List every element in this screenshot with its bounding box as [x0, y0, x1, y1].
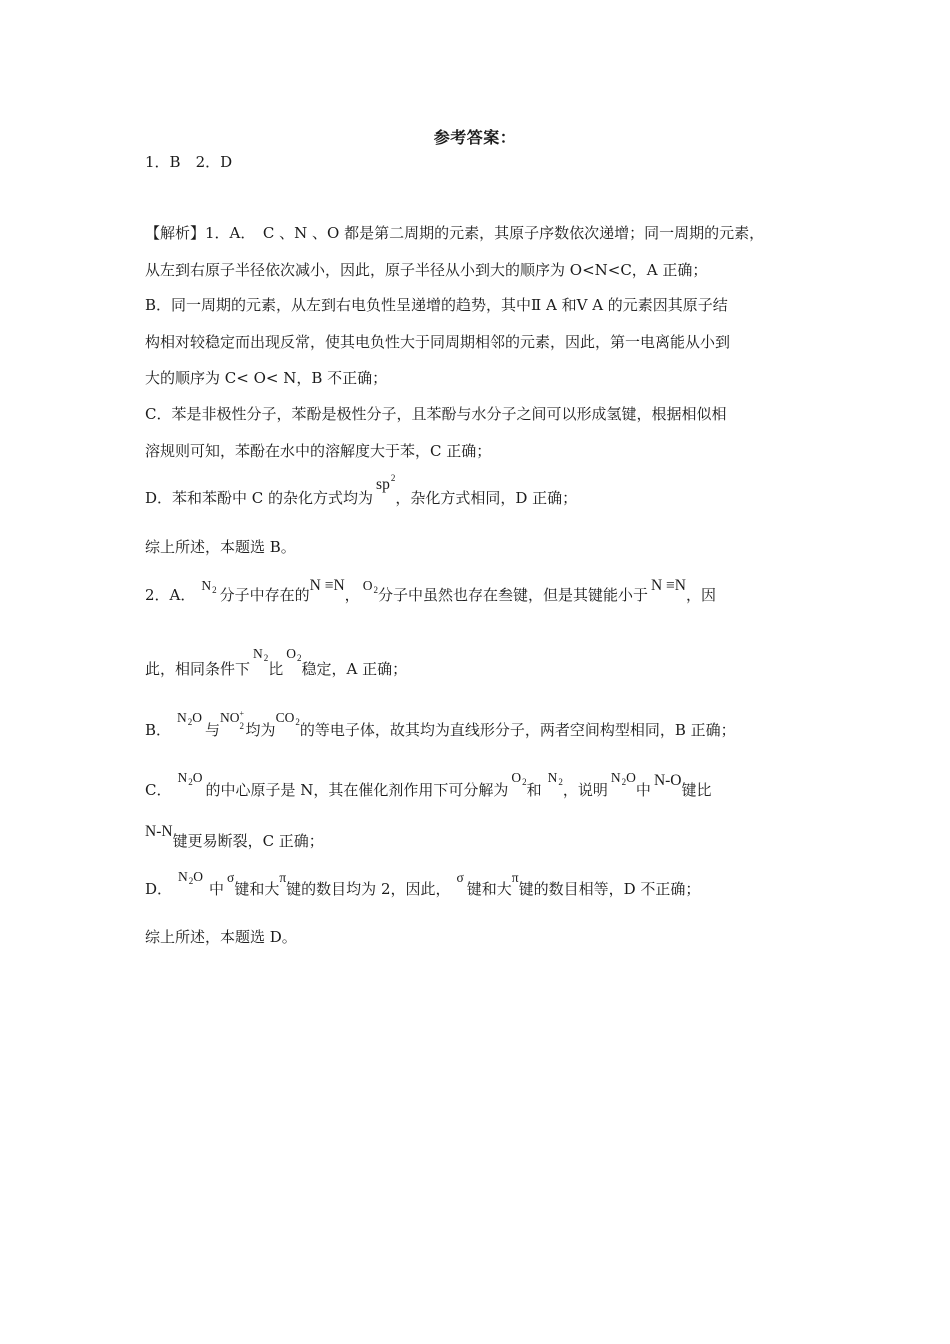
- n2-formula: $N_2$: [201, 578, 217, 595]
- sp2-formula: $sp^2$: [376, 473, 396, 493]
- q1-analysis-line5: 大的顺序为 C< O< N，B 不正确；: [145, 369, 388, 387]
- n-o-bond: N-O: [653, 772, 682, 789]
- co2-formula: $CO_2$: [275, 710, 300, 727]
- n-triple-bond: N ≡N: [650, 577, 686, 594]
- answer-key: 1．B 2．D: [145, 153, 233, 171]
- q1-analysis-line2: 从左到右原子半径依次减小，因此，原子半径从小到大的顺序为 O<N<C，A 正确；: [145, 261, 708, 279]
- q2-option-c-line1: C．$N_2O$的中心原子是 N，其在催化剂作用下可分解为$O_2$和$N_2$，说明$N_2O$中N-O键比: [145, 778, 712, 804]
- n2-formula: $N_2$: [253, 646, 269, 663]
- n-n-bond: N-N: [145, 823, 173, 840]
- n2o-formula: $N_2O$: [177, 770, 203, 787]
- o2-formula: $O_2$: [286, 646, 302, 663]
- q1-summary: 综上所述，本题选 B。: [145, 538, 296, 556]
- no2-plus-formula: NO + 2: [220, 709, 245, 731]
- sigma-symbol: σ: [456, 870, 464, 885]
- n2-formula: $N_2$: [547, 770, 563, 787]
- q1-analysis-line3: B．同一周期的元素，从左到右电负性呈递增的趋势，其中Ⅱ A 和Ⅴ A 的元素因其原子结: [145, 296, 728, 314]
- q2-option-c-line2: N-N键更易断裂，C 正确；: [145, 829, 324, 854]
- n2o-formula: $N_2O$: [178, 869, 204, 886]
- sigma-symbol: σ: [227, 870, 235, 885]
- page-title: 参考答案：: [433, 128, 517, 147]
- o2-formula: $O_2$: [511, 770, 527, 787]
- n2o-formula: $N_2O$: [610, 770, 636, 787]
- q2-summary: 综上所述，本题选 D。: [145, 928, 297, 946]
- q1-d-text: D．苯和苯酚中 C 的杂化方式均为: [145, 489, 374, 507]
- pi-symbol: π: [279, 870, 287, 885]
- q1-d-text-end: ，杂化方式相同，D 正确；: [395, 489, 578, 507]
- q2-option-d-line: D．$N_2O$中σ键和大π键的数目均为 2，因此，σ键和大π键的数目相等，D 不正确；: [145, 877, 700, 903]
- q2-option-a-line2: 此，相同条件下$N_2$比$O_2$稳定，A 正确；: [145, 657, 407, 683]
- q2-option-a-line1: 2．A．$N_2$ 分子中存在的N ≡N，$O_2$分子中虽然也存在叁键，但是其键能小于N ≡N，因: [145, 583, 716, 609]
- q2-option-b-line: B．$N_2O$与NO + 2 均为$CO_2$的等电子体，故其均为直线形分子，两者空间构型相同，B 正确；: [145, 718, 736, 744]
- q1-option-d-line: [145, 473, 578, 512]
- pi-symbol: π: [511, 870, 519, 885]
- q1-analysis-line6: C．苯是非极性分子，苯酚是极性分子，且苯酚与水分子之间可以形成氢键，根据相似相: [145, 405, 727, 423]
- q2-a-label: 2．A．: [145, 586, 196, 604]
- n2o-formula: $N_2O$: [177, 710, 203, 727]
- q1-analysis-line7: 溶规则可知，苯酚在水中的溶解度大于苯，C 正确；: [145, 442, 492, 460]
- n-triple-bond: N ≡N: [309, 577, 345, 594]
- q1-analysis-line4: 构相对较稳定而出现反常，使其电负性大于同周期相邻的元素，因此，第一电离能从小到: [145, 333, 731, 351]
- q1-analysis-line1: 【解析】1．A． C 、N 、O 都是第二周期的元素，其原子序数依次递增；同一周期的元素，: [145, 224, 765, 242]
- o2-formula: $O_2$: [362, 578, 378, 595]
